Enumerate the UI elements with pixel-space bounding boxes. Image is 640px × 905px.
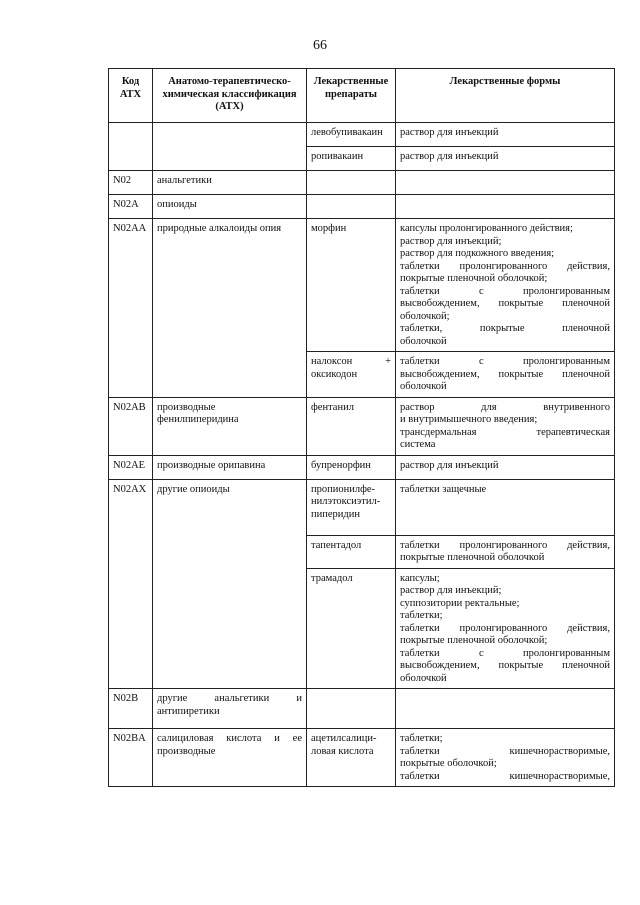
form-line: покрытые пленочной оболочкой <box>400 552 545 563</box>
form-line: высвобождением, покрытые пленочной <box>400 368 610 380</box>
drug-line: ловая кислота <box>311 745 374 757</box>
drug-cell <box>307 195 396 219</box>
form-line: таблетки пролонгированного действия, <box>400 622 610 634</box>
drug-cell <box>307 729 396 787</box>
classification-line: производные <box>157 401 216 413</box>
drug-cell: бупренорфин <box>307 455 396 479</box>
classification-cell: производные орипавина <box>153 455 307 479</box>
forms-cell <box>396 352 615 398</box>
forms-cell <box>396 455 615 479</box>
forms-cell <box>396 568 615 689</box>
header-code: Код АТХ <box>109 69 153 123</box>
header-forms: Лекарственные формы <box>396 69 615 123</box>
form-line: таблетки; <box>400 610 443 621</box>
form-line: таблетки защечные <box>400 483 487 495</box>
form-line: высвобождением, покрытые пленочной <box>400 660 610 671</box>
form-line: таблетки, покрытые пленочной <box>400 323 610 334</box>
forms-cell <box>396 219 615 352</box>
code-cell <box>109 123 153 171</box>
form-line: раствор для инъекций <box>400 127 499 138</box>
code-cell: N02AE <box>109 455 153 479</box>
forms-cell <box>396 147 615 171</box>
drug-cell <box>307 689 396 729</box>
page-number: 66 <box>313 38 327 53</box>
drug-line: ацетилсалици- <box>311 733 377 744</box>
drug-line: оксикодон <box>311 368 358 380</box>
form-line: оболочкой <box>400 672 447 684</box>
table-row <box>109 195 615 219</box>
code-cell: N02AX <box>109 479 153 689</box>
classification-line: антипиретики <box>157 705 220 717</box>
form-line: таблетки пролонгированного действия, <box>400 539 610 551</box>
form-line: таблетки кишечнорастворимые, <box>400 770 610 782</box>
form-line: оболочкой <box>400 335 447 347</box>
form-line: и внутримышечного введения; <box>400 414 538 425</box>
forms-cell <box>396 195 615 219</box>
form-line: таблетки с пролонгированным <box>400 356 610 367</box>
table-row <box>109 689 615 729</box>
table-row <box>109 219 615 352</box>
form-line: раствор для инъекций; <box>400 585 502 596</box>
form-line: таблетки с пролонгированным <box>400 285 610 297</box>
classification-line: производные <box>157 745 216 757</box>
table-row <box>109 479 615 535</box>
table-row <box>109 397 615 455</box>
code-cell: N02BA <box>109 729 153 787</box>
classification-cell: другие опиоиды <box>153 479 307 689</box>
forms-cell <box>396 689 615 729</box>
classification-cell <box>153 123 307 171</box>
code-cell: N02AA <box>109 219 153 398</box>
form-line: раствор для внутривенного <box>400 401 610 413</box>
drug-cell: тапентадол <box>307 535 396 568</box>
header-drugs: Лекарственные препараты <box>307 69 396 123</box>
drug-line: пиперидин <box>311 508 360 520</box>
table-header-row <box>109 69 615 123</box>
forms-cell <box>396 171 615 195</box>
form-line: таблетки пролонгированного действия, <box>400 260 610 272</box>
classification-cell: природные алкалоиды опия <box>153 219 307 398</box>
form-line: покрытые оболочкой; <box>400 758 497 769</box>
classification-cell <box>153 689 307 729</box>
classification-cell <box>153 729 307 787</box>
classification-line: фенилпиперидина <box>157 414 239 425</box>
classification-cell: анальгетики <box>153 171 307 195</box>
form-line: система <box>400 439 436 450</box>
form-line: таблетки с пролонгированным <box>400 647 610 659</box>
classification-line: салициловая кислота и ее <box>157 733 302 744</box>
table-row <box>109 455 615 479</box>
forms-cell <box>396 397 615 455</box>
table-row <box>109 171 615 195</box>
forms-cell <box>396 479 615 535</box>
drug-cell: фентанил <box>307 397 396 455</box>
table-row <box>109 123 615 147</box>
form-line: трансдермальная терапевтическая <box>400 426 610 438</box>
drug-line: нилэтоксиэтил- <box>311 496 381 507</box>
form-line: раствор для инъекций <box>400 151 499 162</box>
form-line: капсулы пролонгированного действия; <box>400 223 573 234</box>
drug-cell: левобупивакаин <box>307 123 396 147</box>
classification-line: другие анальгетики и <box>157 693 302 704</box>
header-classification: Анатомо-терапевтическо-химическая классификация (АТХ) <box>153 69 307 123</box>
drug-cell: трамадол <box>307 568 396 689</box>
drug-line: налоксон + <box>311 356 391 367</box>
drug-line: пропионилфе- <box>311 483 376 495</box>
forms-cell <box>396 123 615 147</box>
table-row <box>109 729 615 787</box>
form-line: оболочкой; <box>400 310 450 322</box>
classification-cell <box>153 397 307 455</box>
classification-cell: опиоиды <box>153 195 307 219</box>
form-line: покрытые пленочной оболочкой; <box>400 635 548 646</box>
form-line: таблетки кишечнорастворимые, <box>400 745 610 757</box>
form-line: раствор для инъекций; <box>400 235 502 247</box>
drug-cell <box>307 171 396 195</box>
code-cell: N02AB <box>109 397 153 455</box>
form-line: раствор для инъекций <box>400 459 499 471</box>
form-line: оболочкой <box>400 381 447 392</box>
code-cell: N02 <box>109 171 153 195</box>
form-line: высвобождением, покрытые пленочной <box>400 298 610 309</box>
drug-cell <box>307 479 396 535</box>
forms-cell <box>396 729 615 787</box>
form-line: таблетки; <box>400 733 443 744</box>
code-cell: N02A <box>109 195 153 219</box>
atx-table <box>108 68 615 787</box>
form-line: капсулы; <box>400 572 440 584</box>
form-line: покрытые пленочной оболочкой; <box>400 273 548 284</box>
drug-cell: морфин <box>307 219 396 352</box>
form-line: суппозитории ректальные; <box>400 597 520 609</box>
drug-cell: ропивакаин <box>307 147 396 171</box>
code-cell: N02B <box>109 689 153 729</box>
drug-cell <box>307 352 396 398</box>
form-line: раствор для подкожного введения; <box>400 248 555 259</box>
forms-cell <box>396 535 615 568</box>
